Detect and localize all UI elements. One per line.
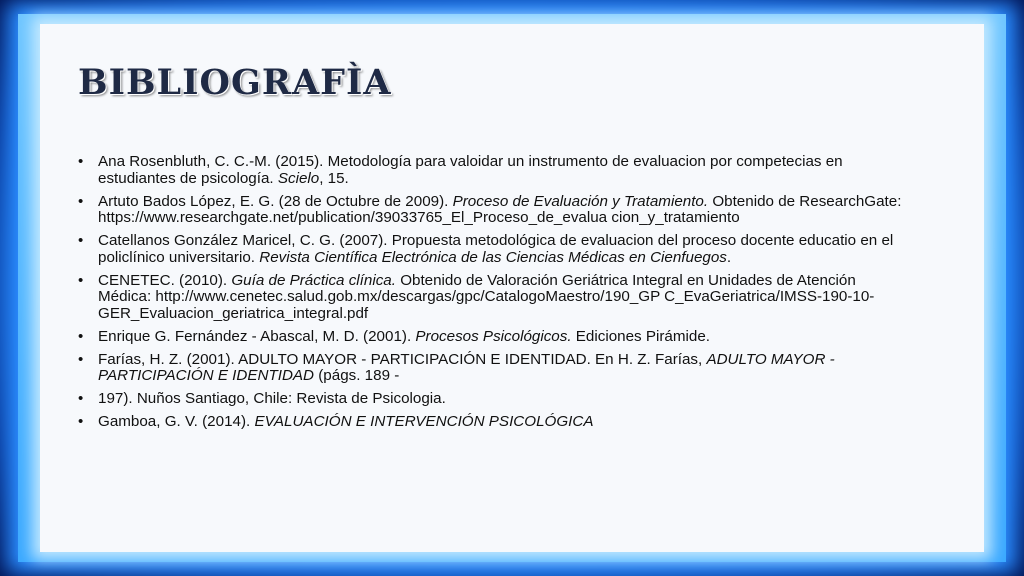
bibliography-list	[78, 154, 908, 437]
bibliography-item	[78, 233, 908, 266]
bullet-icon: •	[78, 232, 84, 249]
bibliography-item	[78, 352, 908, 385]
reference-text: Gamboa, G. V. (2014).	[98, 413, 255, 430]
bibliography-item	[78, 154, 908, 187]
bullet-icon: •	[78, 271, 84, 289]
reference-text-tail: , 15.	[319, 169, 349, 187]
reference-text: CENETEC. (2010).	[98, 271, 232, 289]
bullet-icon: •	[78, 153, 84, 170]
slide-title: BIBLIOGRAFÌA	[78, 62, 392, 103]
reference-text: Enrique G. Fernández - Abascal, M. D. (2001).	[98, 327, 416, 345]
reference-text-tail: Obtenido de Valoración Geriátrica Integral en Unidades de Atención Médica: http://www.cenetec.salud.gob.mx/descargas/gpc/CatalogoMaestro/190_GP C_EvaGeriatrica/IMSS-190-10-GER_Evaluacion_geriatrica_integral.pdf	[98, 271, 875, 322]
bullet-icon: •	[78, 350, 84, 368]
reference-italic-text: Guía de Práctica clínica.	[231, 271, 396, 289]
bibliography-item	[78, 194, 908, 227]
bibliography-item	[78, 329, 908, 346]
reference-italic-text: EVALUACIÓN E INTERVENCIÓN PSICOLÓGICA	[254, 413, 594, 430]
reference-text-tail: Ediciones Pirámide.	[571, 327, 711, 345]
bullet-icon: •	[78, 327, 84, 345]
bibliography-item	[78, 273, 908, 323]
reference-italic-text: ADULTO MAYOR - PARTICIPACIÓN E IDENTIDAD	[98, 350, 835, 384]
reference-text: Ana Rosenbluth, C. C.-M. (2015). Metodología para valoidar un instrumento de evaluacion por competecias en estudiantes de psicología.	[98, 153, 843, 187]
reference-text: Artuto Bados López, E. G. (28 de Octubre de 2009).	[98, 192, 453, 210]
reference-italic-text: Procesos Psicológicos.	[415, 327, 572, 345]
reference-text: Catellanos González Maricel, C. G. (2007). Propuesta metodológica de evaluacion del proceso docente educatio en el policlínico universitario.	[98, 232, 894, 266]
reference-text-tail: Obtenido de ResearchGate: https://www.researchgate.net/publication/39033765_El_Proceso_de_evalua cion_y_tratamiento	[98, 192, 902, 226]
reference-italic-text: Proceso de Evaluación y Tratamiento.	[452, 192, 709, 210]
bullet-icon: •	[78, 413, 84, 430]
reference-text: Farías, H. Z. (2001). ADULTO MAYOR - PARTICIPACIÓN E IDENTIDAD. En H. Z. Farías,	[98, 350, 707, 368]
reference-italic-text: Scielo	[277, 169, 320, 187]
bullet-icon: •	[78, 390, 84, 407]
reference-text-tail: (págs. 189 -	[314, 367, 400, 384]
reference-italic-text: Revista Científica Electrónica de las Ciencias Médicas en Cienfuegos	[259, 248, 727, 266]
reference-text-tail: .	[726, 248, 732, 266]
bibliography-item	[78, 414, 908, 431]
reference-text: 197). Nuños Santiago, Chile: Revista de Psicologia.	[98, 390, 446, 407]
bibliography-item	[78, 391, 908, 408]
bullet-icon: •	[78, 192, 84, 210]
